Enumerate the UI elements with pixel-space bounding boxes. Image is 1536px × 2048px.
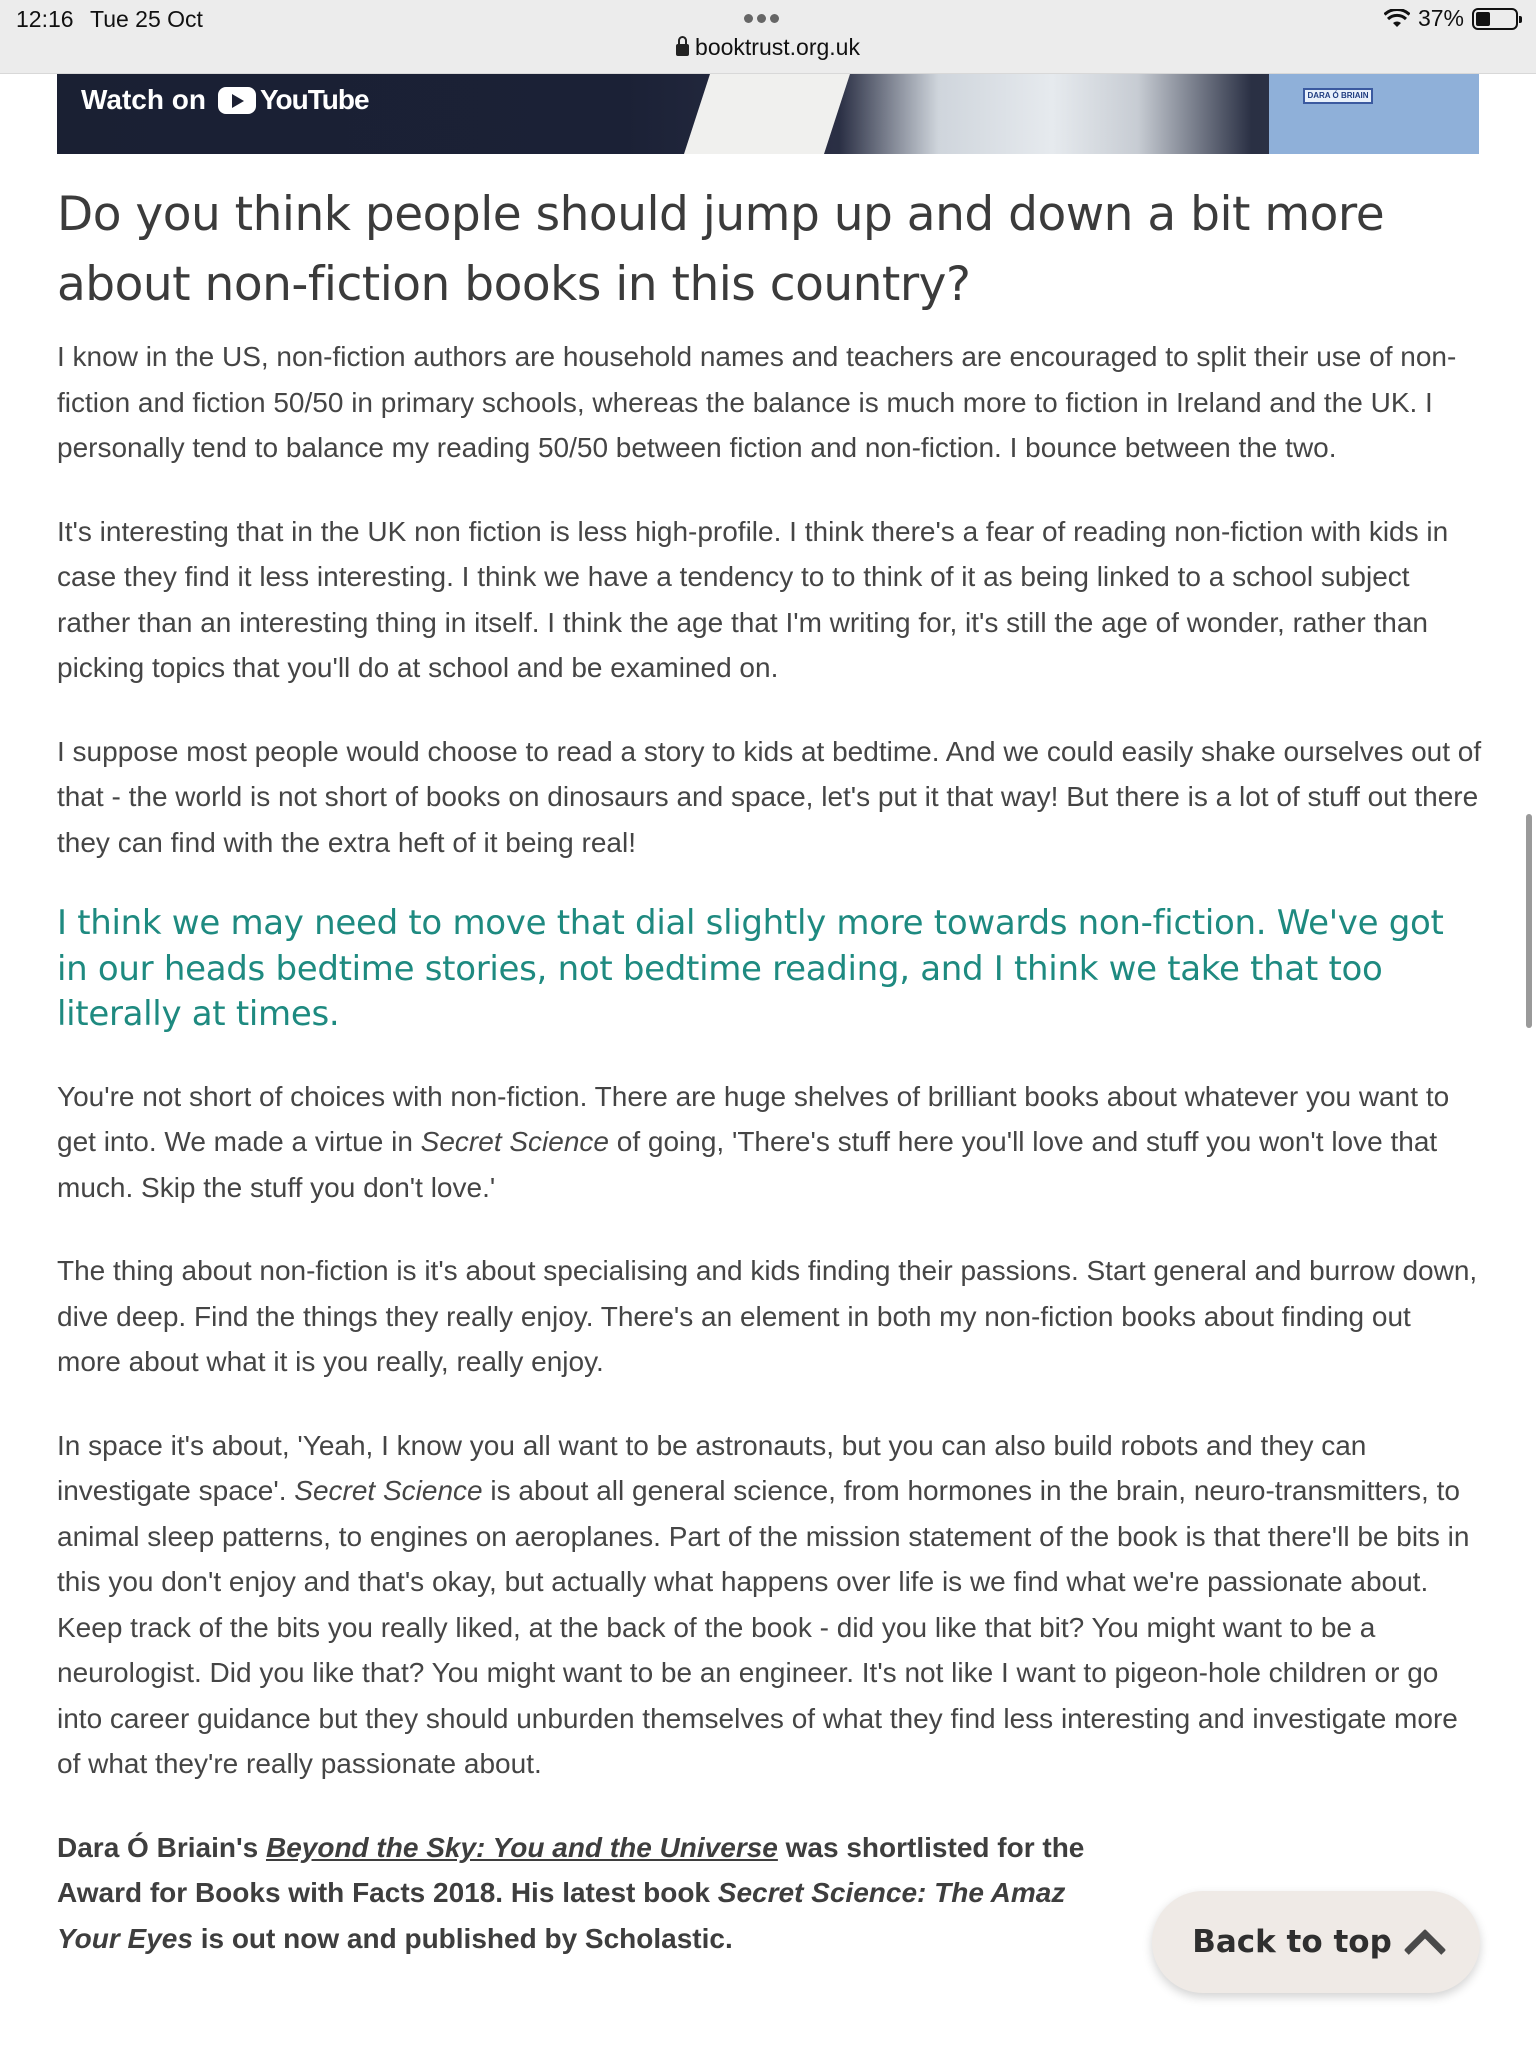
- youtube-wordmark: YouTube: [259, 84, 369, 115]
- back-to-top-label: Back to top: [1192, 1924, 1392, 1960]
- status-date: Tue 25 Oct: [90, 6, 203, 32]
- battery-percent: 37%: [1417, 5, 1464, 31]
- author-note-d: is out now and published by Scholastic.: [192, 1922, 733, 1954]
- book-title-secret-science: Secret Science: [294, 1475, 483, 1506]
- paragraph-5: The thing about non-fiction is it's about specialising and kids finding their passions. Start general and burrow down, dive deep. Find the things they really enjoy. There's an element in both my non-fiction books about finding out more about what it is you really, really enjoy.: [57, 1255, 1478, 1377]
- youtube-logo: [218, 84, 369, 116]
- author-note-c: Award for Books with Facts 2018. His latest book: [57, 1877, 718, 1908]
- url-text: booktrust.org.uk: [695, 34, 860, 60]
- lock-icon: [676, 44, 689, 56]
- wifi-icon: [1384, 9, 1410, 29]
- book-tag: DARA Ó BRIAIN: [1303, 88, 1373, 104]
- watch-on-label: Watch on: [81, 84, 206, 115]
- status-time: 12:16: [16, 6, 74, 32]
- paragraph-6-text-a: In space it's about, 'Yeah, I know you all want to be astronauts, but you can also build robots and they can investigate space'.: [57, 1429, 1367, 1506]
- paragraph-6: [57, 1423, 1482, 1787]
- back-to-top-button[interactable]: [1152, 1891, 1480, 1993]
- chevron-up-icon: [1404, 1929, 1446, 1971]
- status-indicators: [1384, 5, 1518, 32]
- paragraph-4-text-b: of going, 'There's stuff here you'll love and stuff you won't love that much. Skip the stuff you don't love.': [57, 1126, 1438, 1203]
- battery-icon: [1472, 8, 1518, 30]
- book-title-your-eyes: Your Eyes: [57, 1922, 193, 1954]
- paragraph-3: I suppose most people would choose to read a story to kids at bedtime. And we could easily shake ourselves out of that - the world is not short of books on dinosaurs and space, let's put it that way! But there is a lot of stuff out there they can find with the extra heft of it being real!: [57, 735, 1482, 858]
- paragraph-1: I know in the US, non-fiction authors are household names and teachers are encouraged to split their use of non-fiction and fiction 50/50 in primary schools, whereas the balance is much more to fiction in Ireland and the UK. I personally tend to balance my reading 50/50 between fiction and non-fiction. I bounce between the two.: [57, 341, 1457, 463]
- author-note-b: was shortlisted for the: [777, 1831, 1085, 1863]
- video-frame-book: [1269, 74, 1479, 154]
- status-bar: [0, 0, 1536, 74]
- watch-on-youtube-link[interactable]: [81, 84, 369, 116]
- author-note-a: Dara Ó Briain's: [57, 1831, 266, 1863]
- video-frame-shirt: [684, 74, 850, 154]
- beyond-the-sky-link[interactable]: Beyond the Sky: You and the Universe: [265, 1831, 778, 1863]
- video-embed[interactable]: [57, 74, 1479, 154]
- address-bar[interactable]: [0, 34, 1536, 61]
- multitasking-dots-icon[interactable]: [744, 10, 792, 22]
- article-content: [57, 180, 1482, 1961]
- paragraph-4: [57, 1074, 1482, 1211]
- youtube-play-icon: [218, 87, 256, 114]
- pull-quote: I think we may need to move that dial slightly more towards non-fiction. We've got in our heads bedtime stories, not bedtime reading, and I think we take that too literally at times.: [57, 903, 1444, 1034]
- section-heading: Do you think people should jump up and down a bit more about non-fiction books in this country?: [57, 187, 1385, 312]
- battery-level: [1476, 12, 1490, 26]
- paragraph-6-text-b: is about all general science, from hormones in the brain, neuro-transmitters, to animal sleep patterns, to engines on aeroplanes. Part of the mission statement of the book is that there'll be bits in this you don't enjoy and that's okay, but actually what happens over life is we find what we're passionate about. Keep track of the bits you really liked, at the back of the book - did you like that bit? You might want to be a neurologist. Did you like that? You might want to be an engineer. It's not like I want to pigeon-hole children or go into career guidance but they should unburden themselves of what they find less interesting and investigate more of what they're really passionate about.: [57, 1475, 1470, 1779]
- scroll-indicator[interactable]: [1526, 814, 1532, 1028]
- paragraph-2: It's interesting that in the UK non fiction is less high-profile. I think there's a fear of reading non-fiction with kids in case they find it less interesting. I think we have a tendency to to think of it as being linked to a school subject rather than an interesting thing in itself. I think the age that I'm writing for, it's still the age of wonder, rather than picking topics that you'll do at school and be examined on.: [57, 515, 1449, 683]
- book-title-secret-science: Secret Science: [420, 1126, 609, 1157]
- book-title-secret-science-full: Secret Science: The Amaz: [717, 1877, 1066, 1908]
- paragraph-4-text-a: You're not short of choices with non-fiction. There are huge shelves of brilliant books about whatever you want to get into. We made a virtue in: [57, 1080, 1450, 1157]
